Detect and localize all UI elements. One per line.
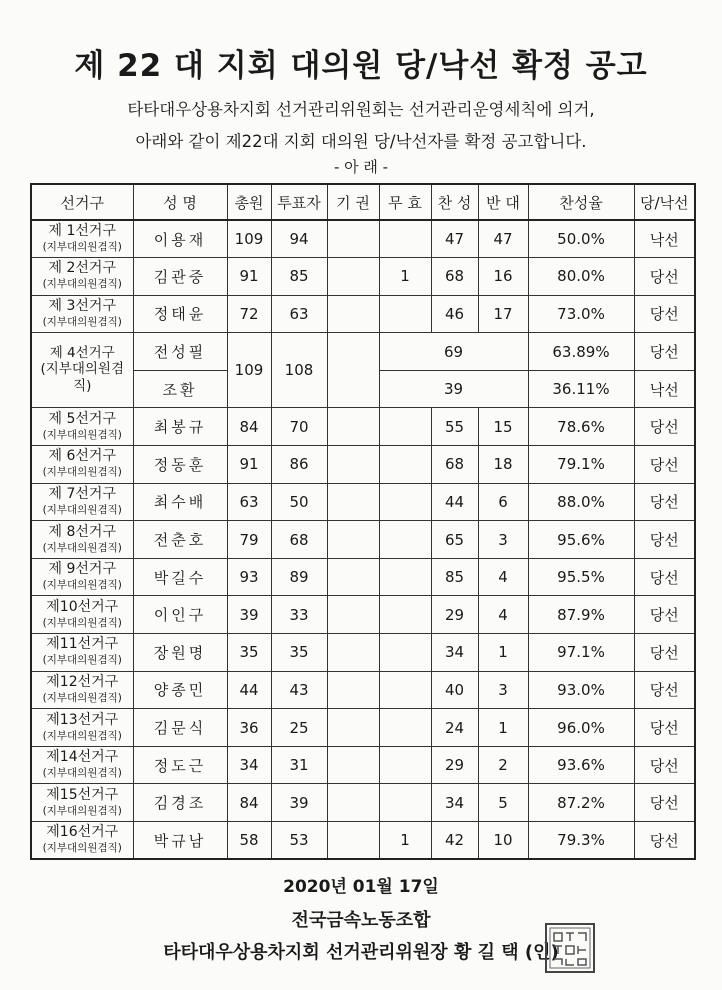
total-cell: 91 (227, 446, 271, 484)
intro-line-1: 타타대우상용차지회 선거관리위원회는 선거관리운영세칙에 의거, (127, 100, 595, 119)
no-cell: 10 (478, 822, 528, 860)
notice-date: 2020년 01월 17일 (283, 877, 439, 897)
no-cell: 5 (478, 784, 528, 822)
abstain-cell (327, 295, 379, 333)
rate-cell: 87.2% (528, 784, 634, 822)
district-name: 제 7선거구 (48, 485, 116, 502)
candidate-name: 최수배 (133, 483, 227, 521)
invalid-cell (379, 671, 431, 709)
total-cell: 84 (227, 408, 271, 446)
candidate-name: 최봉규 (133, 408, 227, 446)
district-note: (지부대의원겸직) (42, 842, 122, 855)
no-cell: 2 (478, 746, 528, 784)
voters-cell: 50 (271, 483, 327, 521)
table-row-district-8 (31, 521, 695, 559)
invalid-cell (379, 446, 431, 484)
invalid-cell (379, 709, 431, 747)
voters-cell: 53 (271, 822, 327, 860)
candidate-name: 장원명 (133, 634, 227, 672)
yes-cell: 40 (431, 671, 478, 709)
yes-cell: 68 (431, 446, 478, 484)
district-cell (31, 634, 133, 672)
district-note: (지부대의원겸직) (42, 767, 122, 780)
district-name: 제16선거구 (46, 824, 119, 841)
header-rate: 찬성율 (528, 184, 634, 220)
no-cell: 18 (478, 446, 528, 484)
yes-cell: 68 (431, 258, 478, 296)
district-cell (31, 784, 133, 822)
no-cell: 16 (478, 258, 528, 296)
result-cell: 당선 (634, 258, 695, 296)
district-note: (지부대의원겸직) (42, 729, 122, 742)
district-note: (지부대의원겸직) (42, 315, 122, 328)
table-row-district-11 (31, 634, 695, 672)
no-cell: 4 (478, 596, 528, 634)
header-name: 성 명 (133, 184, 227, 220)
rate-cell: 95.6% (528, 521, 634, 559)
district-name: 제11선거구 (46, 636, 119, 653)
header-yes: 찬 성 (431, 184, 478, 220)
table-row-district-16 (31, 822, 695, 860)
abstain-cell (327, 483, 379, 521)
yes-cell: 55 (431, 408, 478, 446)
abstain-cell (327, 596, 379, 634)
yes-cell: 85 (431, 558, 478, 596)
abstain-cell (327, 446, 379, 484)
district-name: 제14선거구 (46, 749, 119, 766)
district-name: 제 8선거구 (48, 523, 116, 540)
candidate-name: 김관중 (133, 258, 227, 296)
result-cell: 당선 (634, 483, 695, 521)
district-cell (31, 258, 133, 296)
no-cell: 1 (478, 634, 528, 672)
voters-cell: 89 (271, 558, 327, 596)
district-cell (31, 408, 133, 446)
result-cell: 당선 (634, 446, 695, 484)
result-cell: 당선 (634, 408, 695, 446)
district-cell (31, 446, 133, 484)
abstain-cell (327, 258, 379, 296)
abstain-cell (327, 220, 379, 258)
rate-cell: 36.11% (528, 370, 634, 408)
rate-cell: 73.0% (528, 295, 634, 333)
yes-cell: 65 (431, 521, 478, 559)
candidate-name: 조환 (133, 370, 227, 408)
result-cell: 당선 (634, 634, 695, 672)
total-cell: 72 (227, 295, 271, 333)
table-row-district-13 (31, 709, 695, 747)
invalid-cell (379, 784, 431, 822)
abstain-cell (327, 784, 379, 822)
rate-cell: 78.6% (528, 408, 634, 446)
candidate-name: 이인구 (133, 596, 227, 634)
rate-cell: 88.0% (528, 483, 634, 521)
district-name: 제 6선거구 (48, 448, 116, 465)
total-cell: 34 (227, 746, 271, 784)
rate-cell: 87.9% (528, 596, 634, 634)
district-name: 제 9선거구 (48, 561, 116, 578)
district-cell (31, 709, 133, 747)
district-note: (지부대의원겸직) (42, 691, 122, 704)
no-cell: 17 (478, 295, 528, 333)
invalid-cell (379, 295, 431, 333)
result-cell: 당선 (634, 671, 695, 709)
total-cell: 58 (227, 822, 271, 860)
table-row-district-6 (31, 446, 695, 484)
district-cell (31, 220, 133, 258)
district-cell (31, 822, 133, 860)
invalid-cell (379, 483, 431, 521)
table-row-district-5 (31, 408, 695, 446)
district-note: (지부대의원겸직) (42, 616, 122, 629)
invalid-cell (379, 634, 431, 672)
signature-line: 타타대우상용차지회 선거관리위원장 황 길 택 (인) (163, 942, 559, 963)
header-district: 선거구 (31, 184, 133, 220)
rate-cell: 93.0% (528, 671, 634, 709)
header-total: 총원 (227, 184, 271, 220)
district-name: 제15선거구 (46, 786, 119, 803)
yes-cell: 34 (431, 784, 478, 822)
abstain-cell (327, 671, 379, 709)
yes-cell: 24 (431, 709, 478, 747)
votes-cell: 39 (379, 370, 528, 408)
no-cell: 3 (478, 671, 528, 709)
candidate-name: 박규남 (133, 822, 227, 860)
result-cell: 당선 (634, 558, 695, 596)
voters-cell: 25 (271, 709, 327, 747)
yes-cell: 47 (431, 220, 478, 258)
no-cell: 4 (478, 558, 528, 596)
result-cell: 당선 (634, 295, 695, 333)
result-cell: 낙선 (634, 220, 695, 258)
candidate-name: 정도근 (133, 746, 227, 784)
table-row-district-15 (31, 784, 695, 822)
rate-cell: 80.0% (528, 258, 634, 296)
no-cell: 3 (478, 521, 528, 559)
notice-title: 제 22 대 지회 대의원 당/낙선 확정 공고 (74, 48, 648, 84)
district-name: 제13선거구 (46, 711, 119, 728)
candidate-name: 양종민 (133, 671, 227, 709)
total-cell: 109 (227, 220, 271, 258)
district-note: (지부대의원겸직) (42, 428, 122, 441)
district-note: (지부대의원겸직) (40, 361, 124, 395)
table-row-district-14 (31, 746, 695, 784)
voters-cell: 68 (271, 521, 327, 559)
invalid-cell: 1 (379, 822, 431, 860)
section-marker: - 아 래 - (333, 158, 389, 176)
table-row-district-12 (31, 671, 695, 709)
candidate-name: 정동훈 (133, 446, 227, 484)
voters-cell: 33 (271, 596, 327, 634)
candidate-name: 김경조 (133, 784, 227, 822)
district-name: 제10선거구 (46, 598, 119, 615)
district-note: (지부대의원겸직) (42, 466, 122, 479)
votes-cell: 69 (379, 333, 528, 371)
district-name: 제 1선거구 (48, 223, 116, 240)
table-row-district-4-candidate-1 (31, 333, 695, 371)
voters-cell: 31 (271, 746, 327, 784)
district-cell (31, 671, 133, 709)
results-table (30, 183, 696, 860)
total-cell: 93 (227, 558, 271, 596)
header-abstain: 기 권 (327, 184, 379, 220)
abstain-cell (327, 709, 379, 747)
header-no: 반 대 (478, 184, 528, 220)
table-row-district-2 (31, 258, 695, 296)
candidate-name: 전춘호 (133, 521, 227, 559)
voters-cell: 35 (271, 634, 327, 672)
district-note: (지부대의원겸직) (42, 579, 122, 592)
no-cell: 6 (478, 483, 528, 521)
no-cell: 1 (478, 709, 528, 747)
no-cell: 47 (478, 220, 528, 258)
total-cell: 39 (227, 596, 271, 634)
table-row-district-1 (31, 220, 695, 258)
candidate-name: 이용재 (133, 220, 227, 258)
yes-cell: 44 (431, 483, 478, 521)
abstain-cell (327, 408, 379, 446)
result-cell: 당선 (634, 521, 695, 559)
result-cell: 당선 (634, 746, 695, 784)
yes-cell: 29 (431, 596, 478, 634)
abstain-cell (327, 521, 379, 559)
rate-cell: 96.0% (528, 709, 634, 747)
district-note: (지부대의원겸직) (42, 278, 122, 291)
invalid-cell (379, 220, 431, 258)
district-note: (지부대의원겸직) (42, 654, 122, 667)
total-cell: 79 (227, 521, 271, 559)
abstain-cell (327, 822, 379, 860)
rate-cell: 79.1% (528, 446, 634, 484)
intro-line-2: 아래와 같이 제22대 지회 대의원 당/낙선자를 확정 공고합니다. (135, 132, 587, 151)
voters-cell: 108 (271, 333, 327, 408)
candidate-name: 김문식 (133, 709, 227, 747)
table-row-district-9 (31, 558, 695, 596)
voters-cell: 43 (271, 671, 327, 709)
rate-cell: 63.89% (528, 333, 634, 371)
district-cell (31, 746, 133, 784)
candidate-name: 정태윤 (133, 295, 227, 333)
result-cell: 당선 (634, 333, 695, 371)
abstain-cell (327, 746, 379, 784)
rate-cell: 93.6% (528, 746, 634, 784)
district-name: 제12선거구 (46, 673, 119, 690)
no-cell: 15 (478, 408, 528, 446)
district-cell (31, 295, 133, 333)
district-name: 제 4선거구 (49, 345, 115, 362)
result-cell: 당선 (634, 784, 695, 822)
district-name: 제 5선거구 (48, 410, 116, 427)
district-note: (지부대의원겸직) (42, 241, 122, 254)
invalid-cell (379, 521, 431, 559)
yes-cell: 34 (431, 634, 478, 672)
district-cell (31, 483, 133, 521)
total-cell: 84 (227, 784, 271, 822)
abstain-cell (327, 634, 379, 672)
invalid-cell (379, 746, 431, 784)
rate-cell: 97.1% (528, 634, 634, 672)
voters-cell: 70 (271, 408, 327, 446)
voters-cell: 94 (271, 220, 327, 258)
union-name: 전국금속노동조합 (291, 910, 431, 931)
table-header-row (31, 184, 695, 220)
total-cell: 44 (227, 671, 271, 709)
district-cell (31, 521, 133, 559)
district-name: 제 3선거구 (48, 297, 116, 314)
result-cell: 당선 (634, 709, 695, 747)
abstain-cell (327, 333, 379, 408)
rate-cell: 95.5% (528, 558, 634, 596)
total-cell: 91 (227, 258, 271, 296)
voters-cell: 86 (271, 446, 327, 484)
yes-cell: 29 (431, 746, 478, 784)
district-cell (31, 558, 133, 596)
table-row-district-10 (31, 596, 695, 634)
invalid-cell (379, 558, 431, 596)
voters-cell: 39 (271, 784, 327, 822)
result-cell: 낙선 (634, 370, 695, 408)
candidate-name: 박길수 (133, 558, 227, 596)
voters-cell: 63 (271, 295, 327, 333)
invalid-cell: 1 (379, 258, 431, 296)
invalid-cell (379, 408, 431, 446)
header-result: 당/낙선 (634, 184, 695, 220)
total-cell: 109 (227, 333, 271, 408)
table-row-district-7 (31, 483, 695, 521)
table-row-district-3 (31, 295, 695, 333)
rate-cell: 50.0% (528, 220, 634, 258)
district-note: (지부대의원겸직) (42, 804, 122, 817)
district-cell (31, 333, 133, 408)
result-cell: 당선 (634, 822, 695, 860)
district-name: 제 2선거구 (48, 260, 116, 277)
yes-cell: 42 (431, 822, 478, 860)
total-cell: 35 (227, 634, 271, 672)
rate-cell: 79.3% (528, 822, 634, 860)
abstain-cell (327, 558, 379, 596)
district-note: (지부대의원겸직) (42, 541, 122, 554)
header-invalid: 무 효 (379, 184, 431, 220)
invalid-cell (379, 596, 431, 634)
header-voters: 투표자 (271, 184, 327, 220)
total-cell: 36 (227, 709, 271, 747)
district-cell (31, 596, 133, 634)
yes-cell: 46 (431, 295, 478, 333)
candidate-name: 전성필 (133, 333, 227, 371)
voters-cell: 85 (271, 258, 327, 296)
official-seal-icon (544, 922, 596, 974)
district-note: (지부대의원겸직) (42, 503, 122, 516)
result-cell: 당선 (634, 596, 695, 634)
total-cell: 63 (227, 483, 271, 521)
